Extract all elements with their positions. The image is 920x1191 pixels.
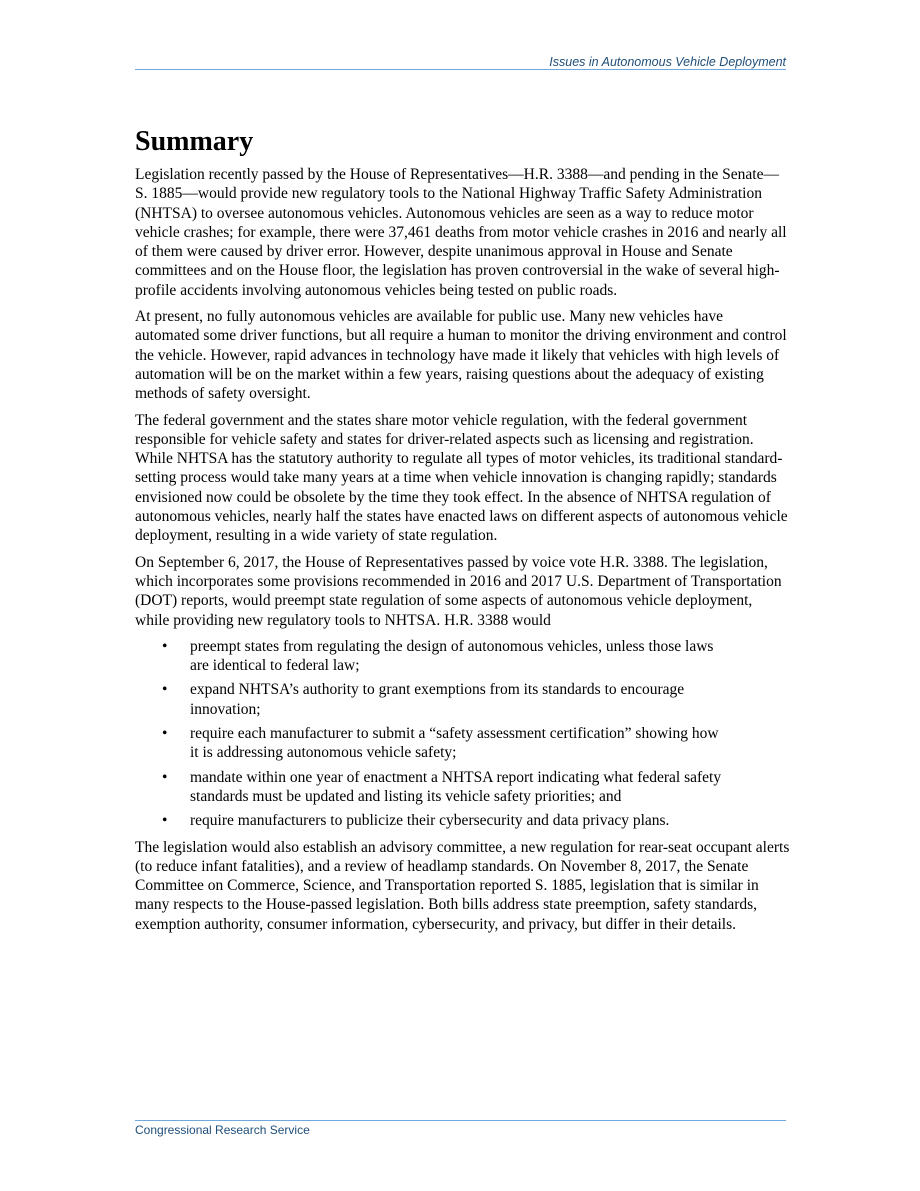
document-body <box>135 125 790 941</box>
footer-organization: Congressional Research Service <box>135 1123 310 1137</box>
bullet-item <box>135 637 730 676</box>
paragraph-4: On September 6, 2017, the House of Representatives passed by voice vote H.R. 3388. The legislation, which incorporates some provisions recommended in 2016 and 2017 U.S. Department of Transportation (DOT) reports, would preempt state regulation of some aspects of autonomous vehicle deployment, while providing new regulatory tools to NHTSA. H.R. 3388 would <box>135 553 782 629</box>
closing-paragraph: The legislation would also establish an advisory committee, a new regulation for rear-seat occupant alerts (to reduce infant fatalities), and a review of headlamp standards. On November 8, 2017, the Senate Committee on Commerce, Science, and Transportation reported S. 1885, legislation that is similar in many respects to the House-passed legislation. Both bills address state preemption, safety standards, exemption authority, consumer information, cybersecurity, and privacy, but differ in their details. <box>135 838 790 933</box>
bullet-item <box>135 768 730 807</box>
section-title: Summary <box>135 126 254 157</box>
bullet-icon: • <box>162 725 168 743</box>
bullet-icon: • <box>162 637 168 655</box>
bullet-text: require each manufacturer to submit a “safety assessment certification” showing how it is addressing autonomous vehicle safety; <box>190 725 719 762</box>
bullet-icon: • <box>162 768 168 786</box>
bullet-item <box>135 811 730 830</box>
paragraph-3: The federal government and the states share motor vehicle regulation, with the federal government responsible for vehicle safety and states for driver-related aspects such as licensing and registration. While NHTSA has the statutory authority to regulate all types of motor vehicles, its traditional standard-setting process would take many years at a time when vehicle innovation is changing rapidly; standards envisioned now could be obsolete by the time they took effect. In the absence of NHTSA regulation of autonomous vehicles, nearly half the states have enacted laws on different aspects of autonomous vehicle deployment, resulting in a wide variety of state regulation. <box>135 411 788 545</box>
bullet-item <box>135 724 730 763</box>
footer-rule <box>135 1120 786 1121</box>
paragraph-1: Legislation recently passed by the House of Representatives—H.R. 3388—and pending in the Senate—S. 1885—would provide new regulatory tools to the National Highway Traffic Safety Administration (NHTSA) to oversee autonomous vehicles. Autonomous vehicles are seen as a way to reduce motor vehicle crashes; for example, there were 37,461 deaths from motor vehicle crashes in 2016 and nearly all of them were caused by driver error. However, despite unanimous approval in House and Senate committees and on the House floor, the legislation has proven controversial in the wake of several high-profile accidents involving autonomous vehicles being tested on public roads. <box>135 166 787 299</box>
bullet-item <box>135 680 730 719</box>
bullet-text: require manufacturers to publicize their cybersecurity and data privacy plans. <box>190 812 670 830</box>
header-rule <box>135 69 786 70</box>
bullet-icon: • <box>162 681 168 699</box>
bullet-text: mandate within one year of enactment a NHTSA report indicating what federal safety standards must be updated and listing its vehicle safety priorities; and <box>190 768 722 805</box>
bullet-list <box>135 637 790 831</box>
bullet-icon: • <box>162 812 168 830</box>
bullet-text: expand NHTSA’s authority to grant exemptions from its standards to encourage innovation; <box>190 681 685 718</box>
running-header: Issues in Autonomous Vehicle Deployment <box>549 55 786 69</box>
bullet-text: preempt states from regulating the design of autonomous vehicles, unless those laws are identical to federal law; <box>190 637 714 675</box>
paragraph-2: At present, no fully autonomous vehicles are available for public use. Many new vehicles have automated some driver functions, but all require a human to monitor the driving environment and control the vehicle. However, rapid advances in technology have made it likely that vehicles with high levels of automation will be on the market within a few years, raising questions about the adequacy of existing methods of safety oversight. <box>135 308 787 403</box>
